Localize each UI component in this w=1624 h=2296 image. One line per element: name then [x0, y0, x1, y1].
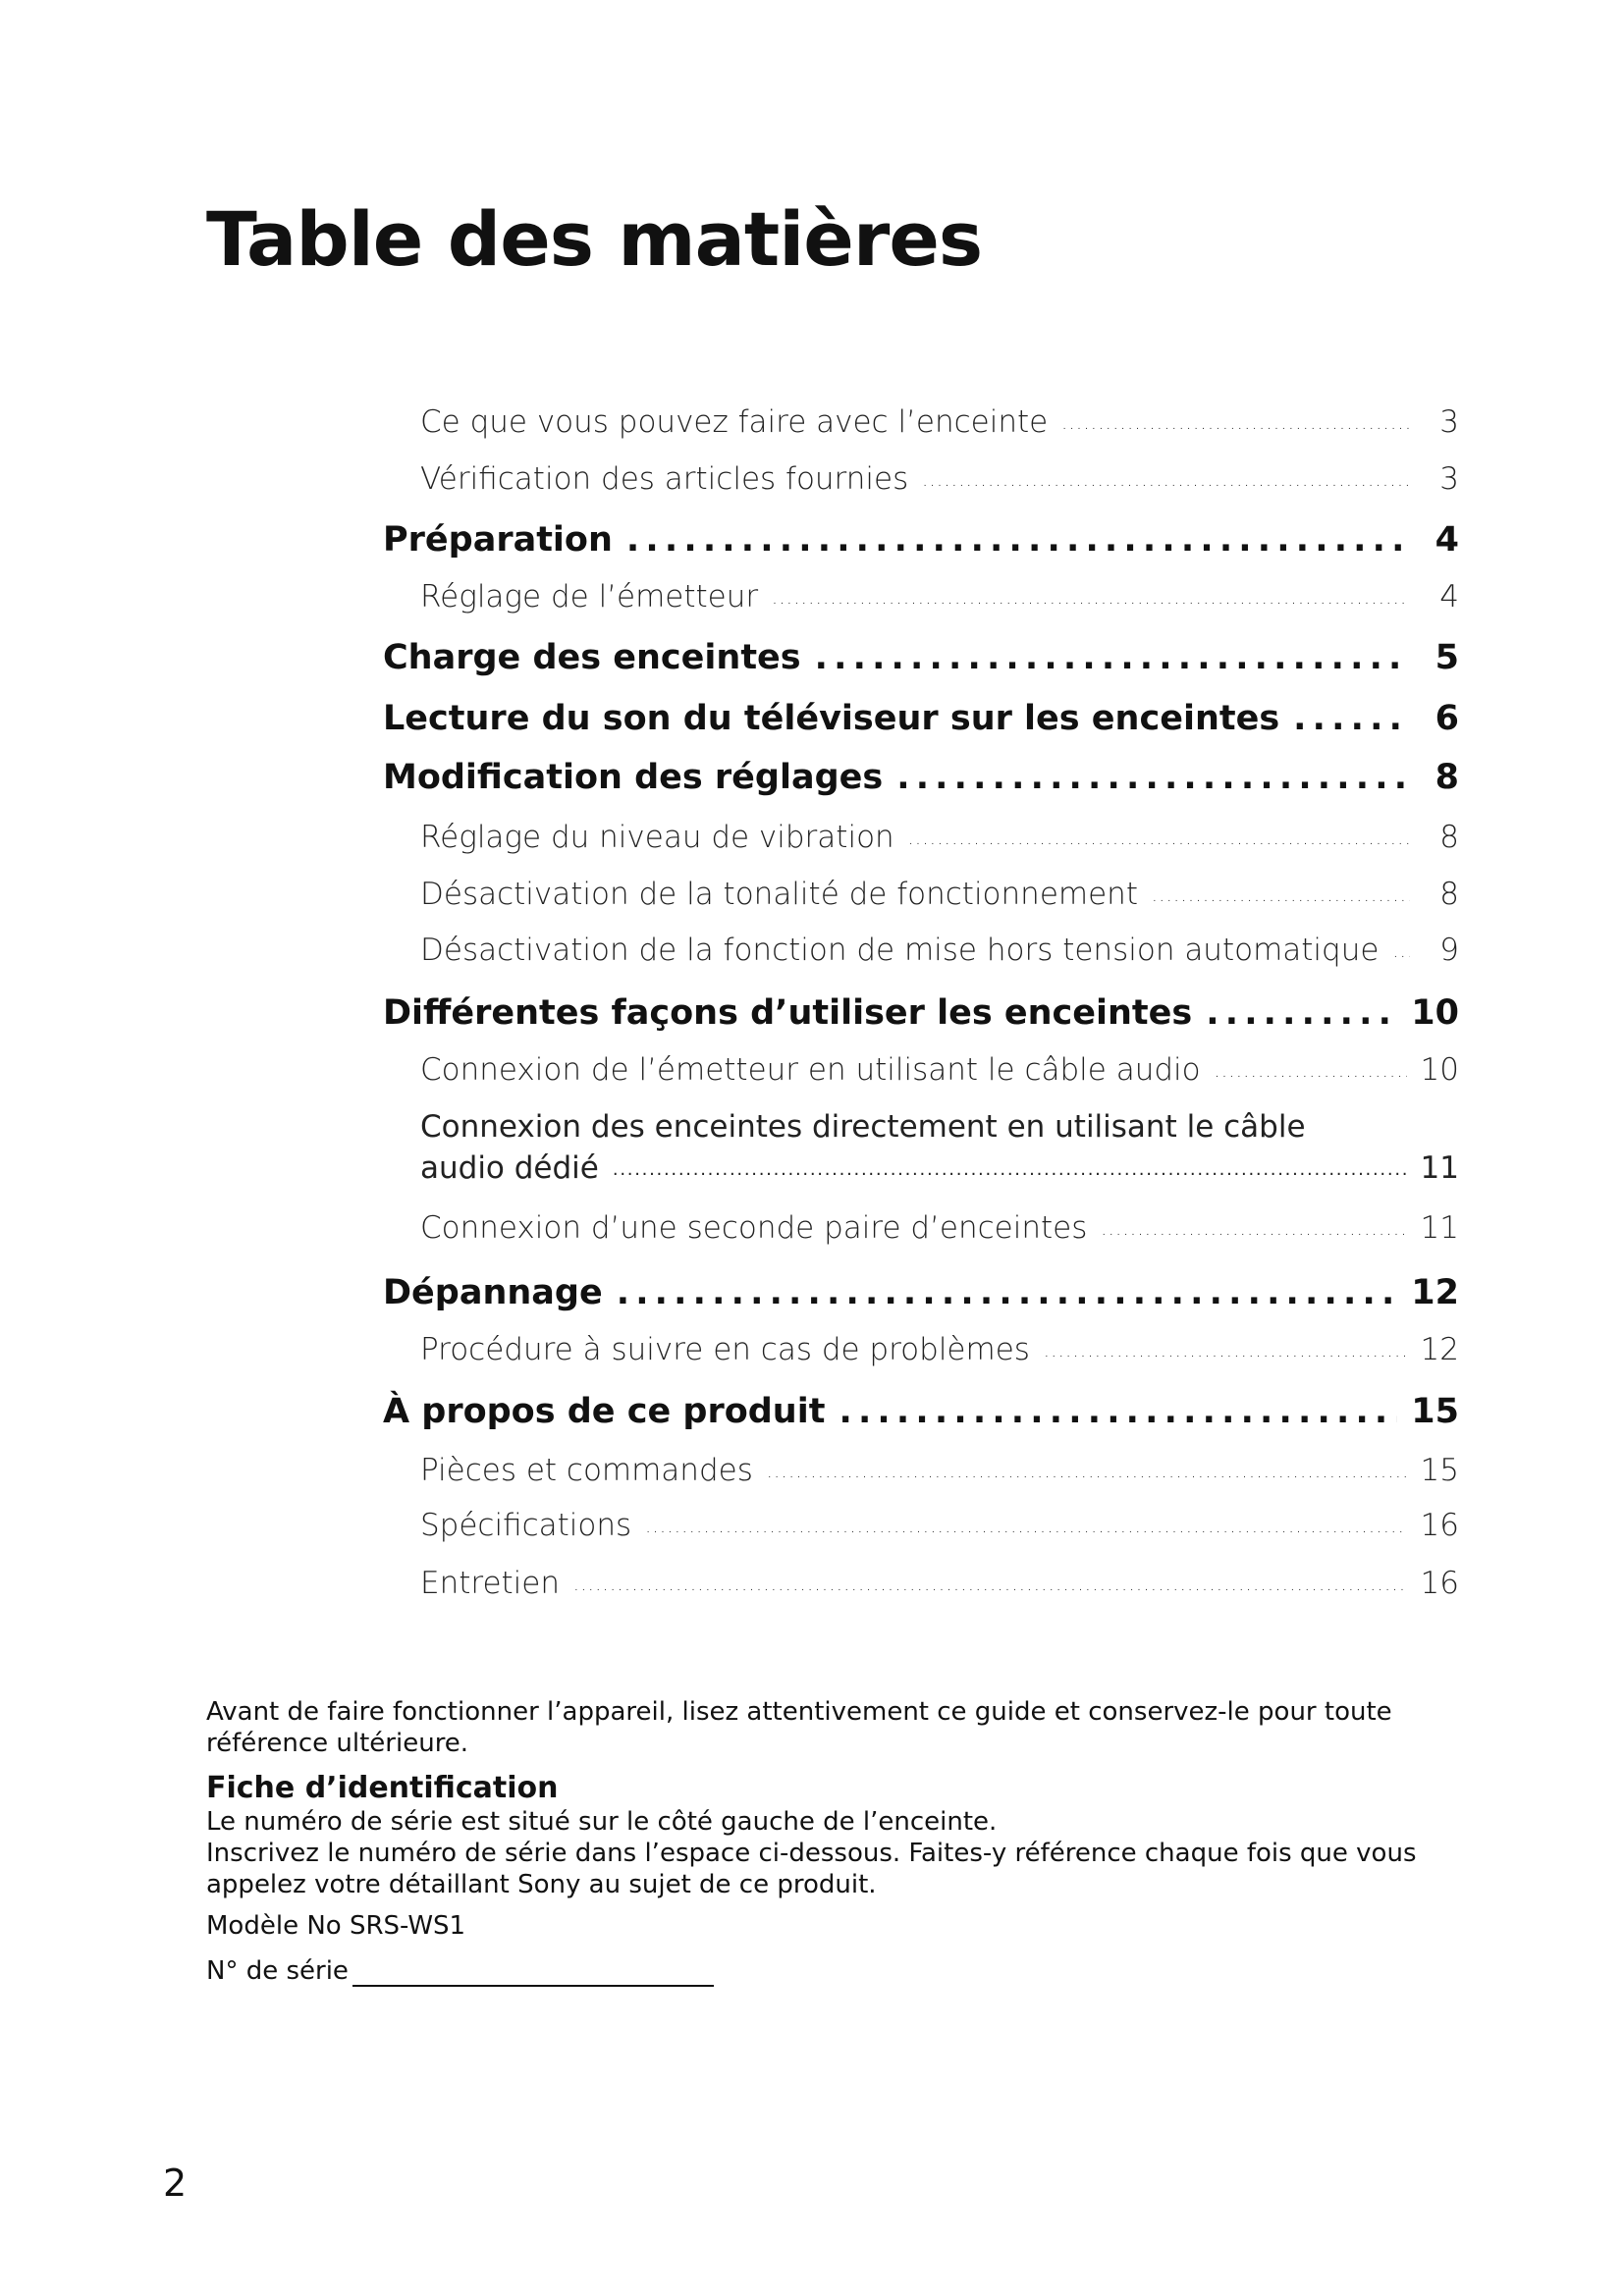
toc-entry-page: 4 [1439, 579, 1459, 614]
dot-leader [772, 588, 1410, 614]
toc-entry-page: 8 [1439, 877, 1459, 912]
serial-number-label: N° de série [206, 1956, 349, 1986]
dot-leader [1152, 885, 1410, 912]
toc-section[interactable] [383, 520, 1459, 560]
dot-leader [1206, 993, 1397, 1033]
dot-leader [815, 638, 1410, 677]
toc-entry-label: Connexion d’une seconde paire d’enceintes [420, 1210, 1088, 1246]
dot-leader [896, 758, 1410, 797]
toc-entry-page: 9 [1439, 933, 1459, 968]
dot-leader [1061, 413, 1410, 440]
toc-entry[interactable] [420, 1332, 1459, 1367]
dot-leader [1101, 1219, 1406, 1246]
toc-section-label: Lecture du son du téléviseur sur les enceintes [383, 699, 1280, 738]
toc-section-page: 8 [1435, 758, 1459, 797]
toc-entry[interactable] [420, 1566, 1459, 1601]
toc-entry[interactable] [420, 1453, 1459, 1488]
toc-section-page: 4 [1435, 520, 1459, 560]
toc-entry-label: Entretien [420, 1566, 561, 1601]
dot-leader [645, 1517, 1406, 1543]
toc-entry-label: Désactivation de la tonalité de fonctionnement [420, 877, 1138, 912]
toc-section[interactable] [383, 758, 1459, 797]
toc-entry-label: Réglage du niveau de vibration [420, 820, 894, 855]
toc-section-page: 12 [1411, 1273, 1459, 1312]
toc-entry-label-line1: Connexion des enceintes directement en utilisant le câble [420, 1109, 1306, 1145]
toc-entry-label: Réglage de l’émetteur [420, 579, 759, 614]
toc-entry[interactable] [420, 1210, 1459, 1246]
notice-serial-location: Le numéro de série est situé sur le côté gauche de l’enceinte. [206, 1807, 998, 1837]
dot-leader [1392, 941, 1410, 968]
identification-notice [206, 1696, 1443, 1987]
serial-number-field [206, 1955, 1443, 1987]
dot-leader [908, 828, 1410, 855]
toc-entry[interactable] [420, 579, 1459, 614]
toc-entry-page: 11 [1420, 1210, 1459, 1246]
toc-entry-label: Désactivation de la fonction de mise hors tension automatique [420, 933, 1380, 968]
toc-section-label: Préparation [383, 520, 613, 560]
toc-section[interactable] [383, 638, 1459, 677]
toc-section-label: À propos de ce produit [383, 1392, 826, 1431]
toc-entry-page: 3 [1439, 461, 1459, 497]
toc-entry-label: Pièces et commandes [420, 1453, 753, 1488]
dot-leader [1293, 699, 1410, 738]
toc-section-label: Dépannage [383, 1273, 603, 1312]
toc-section-page: 5 [1435, 638, 1459, 677]
dot-leader [613, 1159, 1407, 1186]
dot-leader [626, 520, 1410, 560]
toc-entry-label: Connexion de l’émetteur en utilisant le câble audio [420, 1052, 1201, 1088]
toc-entry-label-line2: audio dédié [420, 1150, 599, 1186]
toc-section-page: 15 [1411, 1392, 1459, 1431]
toc-section[interactable] [383, 1273, 1459, 1312]
notice-heading: Fiche d’identification [206, 1771, 559, 1805]
toc-section-label: Modification des réglages [383, 758, 884, 797]
toc-section-page: 10 [1411, 993, 1459, 1033]
toc-section-label: Charge des enceintes [383, 638, 801, 677]
toc-entry-two-line[interactable] [420, 1109, 1459, 1186]
toc-entry-label: Spécifications [420, 1508, 632, 1543]
toc-section[interactable] [383, 993, 1459, 1033]
toc-entry-page: 12 [1420, 1332, 1459, 1367]
toc-entry-page: 11 [1420, 1150, 1459, 1186]
toc-entry-page: 16 [1420, 1508, 1459, 1543]
dot-leader [767, 1462, 1407, 1488]
toc-entry-page: 16 [1420, 1566, 1459, 1601]
toc-entry-label: Procédure à suivre en cas de problèmes [420, 1332, 1030, 1367]
toc-entry-page: 8 [1439, 820, 1459, 855]
toc-entry-label: Vérification des articles fournies [420, 461, 909, 497]
toc-section[interactable] [383, 699, 1459, 738]
toc-entry[interactable] [420, 877, 1459, 912]
dot-leader [922, 470, 1410, 497]
notice-serial-instruction: Inscrivez le numéro de série dans l’espace ci-dessous. Faites-y référence chaque fois que vous appelez votre détaillant Sony au sujet de ce produit. [206, 1839, 1417, 1899]
dot-leader [839, 1392, 1397, 1431]
page-number: 2 [163, 2162, 188, 2205]
dot-leader [1044, 1341, 1407, 1367]
model-number: Modèle No SRS-WS1 [206, 1911, 466, 1941]
toc-entry-label: Ce que vous pouvez faire avec l’enceinte [420, 404, 1049, 440]
dot-leader [1215, 1061, 1407, 1088]
toc-entry[interactable] [420, 1052, 1459, 1088]
toc-entry[interactable] [420, 1508, 1459, 1543]
toc-section-page: 6 [1435, 699, 1459, 738]
toc-entry-page: 10 [1420, 1052, 1459, 1088]
toc-entry-page: 3 [1439, 404, 1459, 440]
toc-entry[interactable] [420, 461, 1459, 497]
notice-intro: Avant de faire fonctionner l’appareil, lisez attentivement ce guide et conservez-le pour toute référence ultérieure. [206, 1697, 1392, 1758]
toc-entry-page: 15 [1420, 1453, 1459, 1488]
page-title: Table des matières [206, 195, 983, 283]
dot-leader [573, 1575, 1407, 1601]
serial-number-blank-line [352, 1959, 714, 1987]
toc-entry[interactable] [420, 404, 1459, 440]
toc-section-label: Différentes façons d’utiliser les enceintes [383, 993, 1193, 1033]
dot-leader [617, 1273, 1398, 1312]
toc-entry[interactable] [420, 933, 1459, 968]
toc-section[interactable] [383, 1392, 1459, 1431]
toc-entry[interactable] [420, 820, 1459, 855]
